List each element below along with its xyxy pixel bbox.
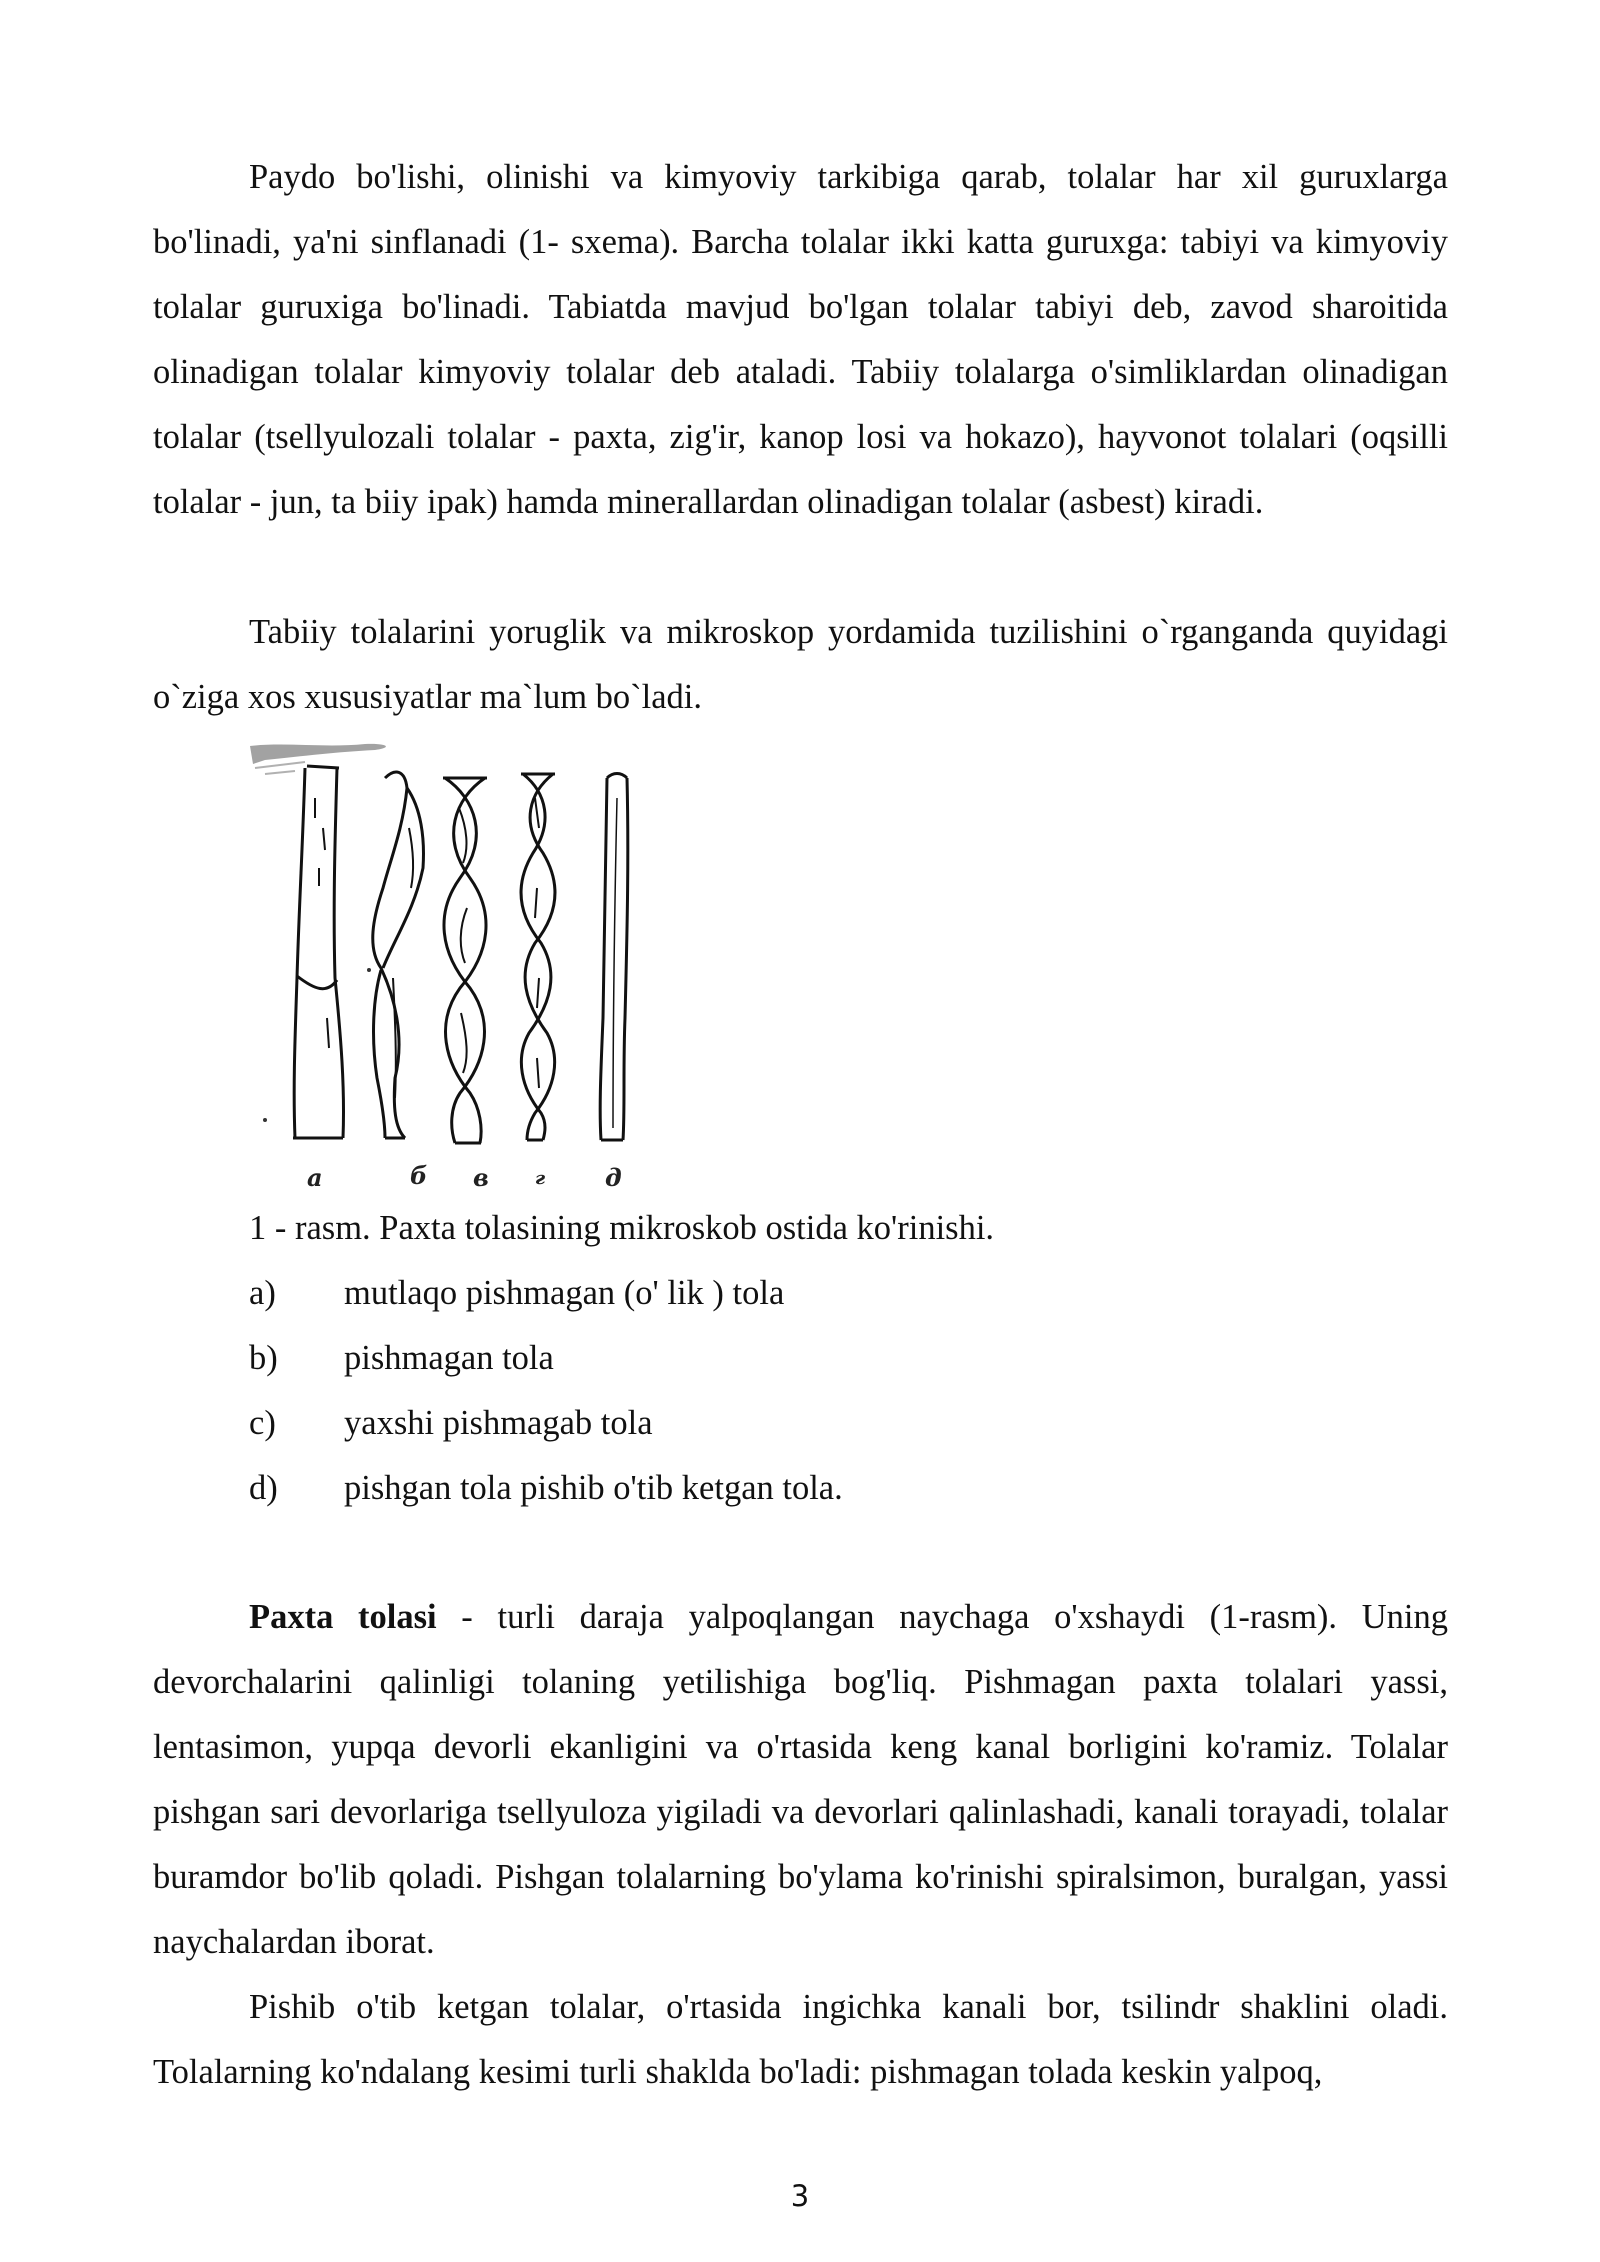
paragraph-overripe-fiber: Pishib o'tib ketgan tolalar, o'rtasida ingichka kanali bor, tsilindr shaklini oladi. Tolalarning ko'ndalang kesimi turli shaklda bo'ladi: pishmagan tolada keskin yalpoq, [153,1988,1448,2091]
scan-artifact [255,762,305,774]
list-item [249,1456,843,1521]
figure-label-a: а [307,1163,323,1192]
paragraph-cotton-fiber [153,1585,1448,1975]
list-item [249,1391,843,1456]
fiber-b [373,772,424,1138]
paragraph-microscope-intro: Tabiiy tolalarini yoruglik va mikroskop yordamida tuzilishini o`rganganda quyidagi o`ziga xos xususiyatlar ma`lum bo`ladi. [153,613,1448,716]
scan-artifact [250,744,386,764]
scan-dot [263,1118,267,1122]
list-item [249,1326,843,1391]
fiber-c [443,778,487,1143]
list-item-text: yaxshi pishmagab tola [344,1404,653,1442]
list-item-text: pishgan tola pishib o'tib ketgan tola. [344,1469,843,1507]
list-item-text: pishmagan tola [344,1339,554,1377]
cotton-fiber-figure [245,738,775,1193]
page-number: 3 [790,2179,810,2213]
figure-label-v: в [473,1163,489,1192]
list-marker: d) [249,1469,278,1507]
term-cotton-fiber: Paxta tolasi [249,1598,437,1636]
figure-label-b: б [410,1161,428,1190]
figure-label-d: д [605,1163,622,1192]
paragraph-cotton-fiber-text: - turli daraja yalpoqlangan naychaga o'xshaydi (1-rasm). Uning devorchalarini qalinligi tolaning yetilishiga bog'liq. Pishmagan paxta tolalari yassi, lentasimon, yupqa devorli ekanligini va o'rtasida keng kanal borligini ko'ramiz. Tolalar pishgan sari devorlariga tsellyuloza yigiladi va devorlari qalinlashadi, kanali torayadi, tolalar buramdor bo'lib qoladi. Pishgan tolalarning bo'ylama ko'rinishi spiralsimon, buralgan, yassi naychalardan iborat. [153,1598,1448,1961]
fiber-g [521,774,555,1140]
paragraph-fiber-classification: Paydo bo'lishi, olinishi va kimyoviy tarkibiga qarab, tolalar har xil guruxlarga bo'linadi, ya'ni sinflanadi (1- sxema). Barcha tolalar ikki katta guruxga: tabiyi va kimyoviy tolalar guruxiga bo'linadi. Tabiatda mavjud bo'lgan tolalar tabiyi deb, zavod sharoitida olinadigan tolalar kimyoviy tolalar deb ataladi. Tabiiy tolalarga o'simliklardan olinadigan tolalar (tsellyulozali tolalar - paxta, zig'ir, kanop losi va hokazo), hayvonot tolalari (oqsilli tolalar - jun, ta biiy ipak) hamda minerallardan olinadigan tolalar (asbest) kiradi. [153,158,1448,521]
scan-dot [367,968,371,972]
list-item-text: mutlaqo pishmagan (o' lik ) tola [344,1274,785,1312]
list-marker: b) [249,1339,278,1377]
fiber-maturity-list [249,1261,843,1521]
figure-label-g: г [535,1168,546,1189]
list-marker: c) [249,1404,276,1442]
list-item [249,1261,843,1326]
fiber-d [600,774,628,1141]
fiber-a [293,766,344,1138]
list-marker: a) [249,1274,276,1312]
figure-caption: 1 - rasm. Paxta tolasining mikroskob ostida ko'rinishi. [249,1209,995,1247]
cotton-fiber-drawing [245,738,775,1193]
